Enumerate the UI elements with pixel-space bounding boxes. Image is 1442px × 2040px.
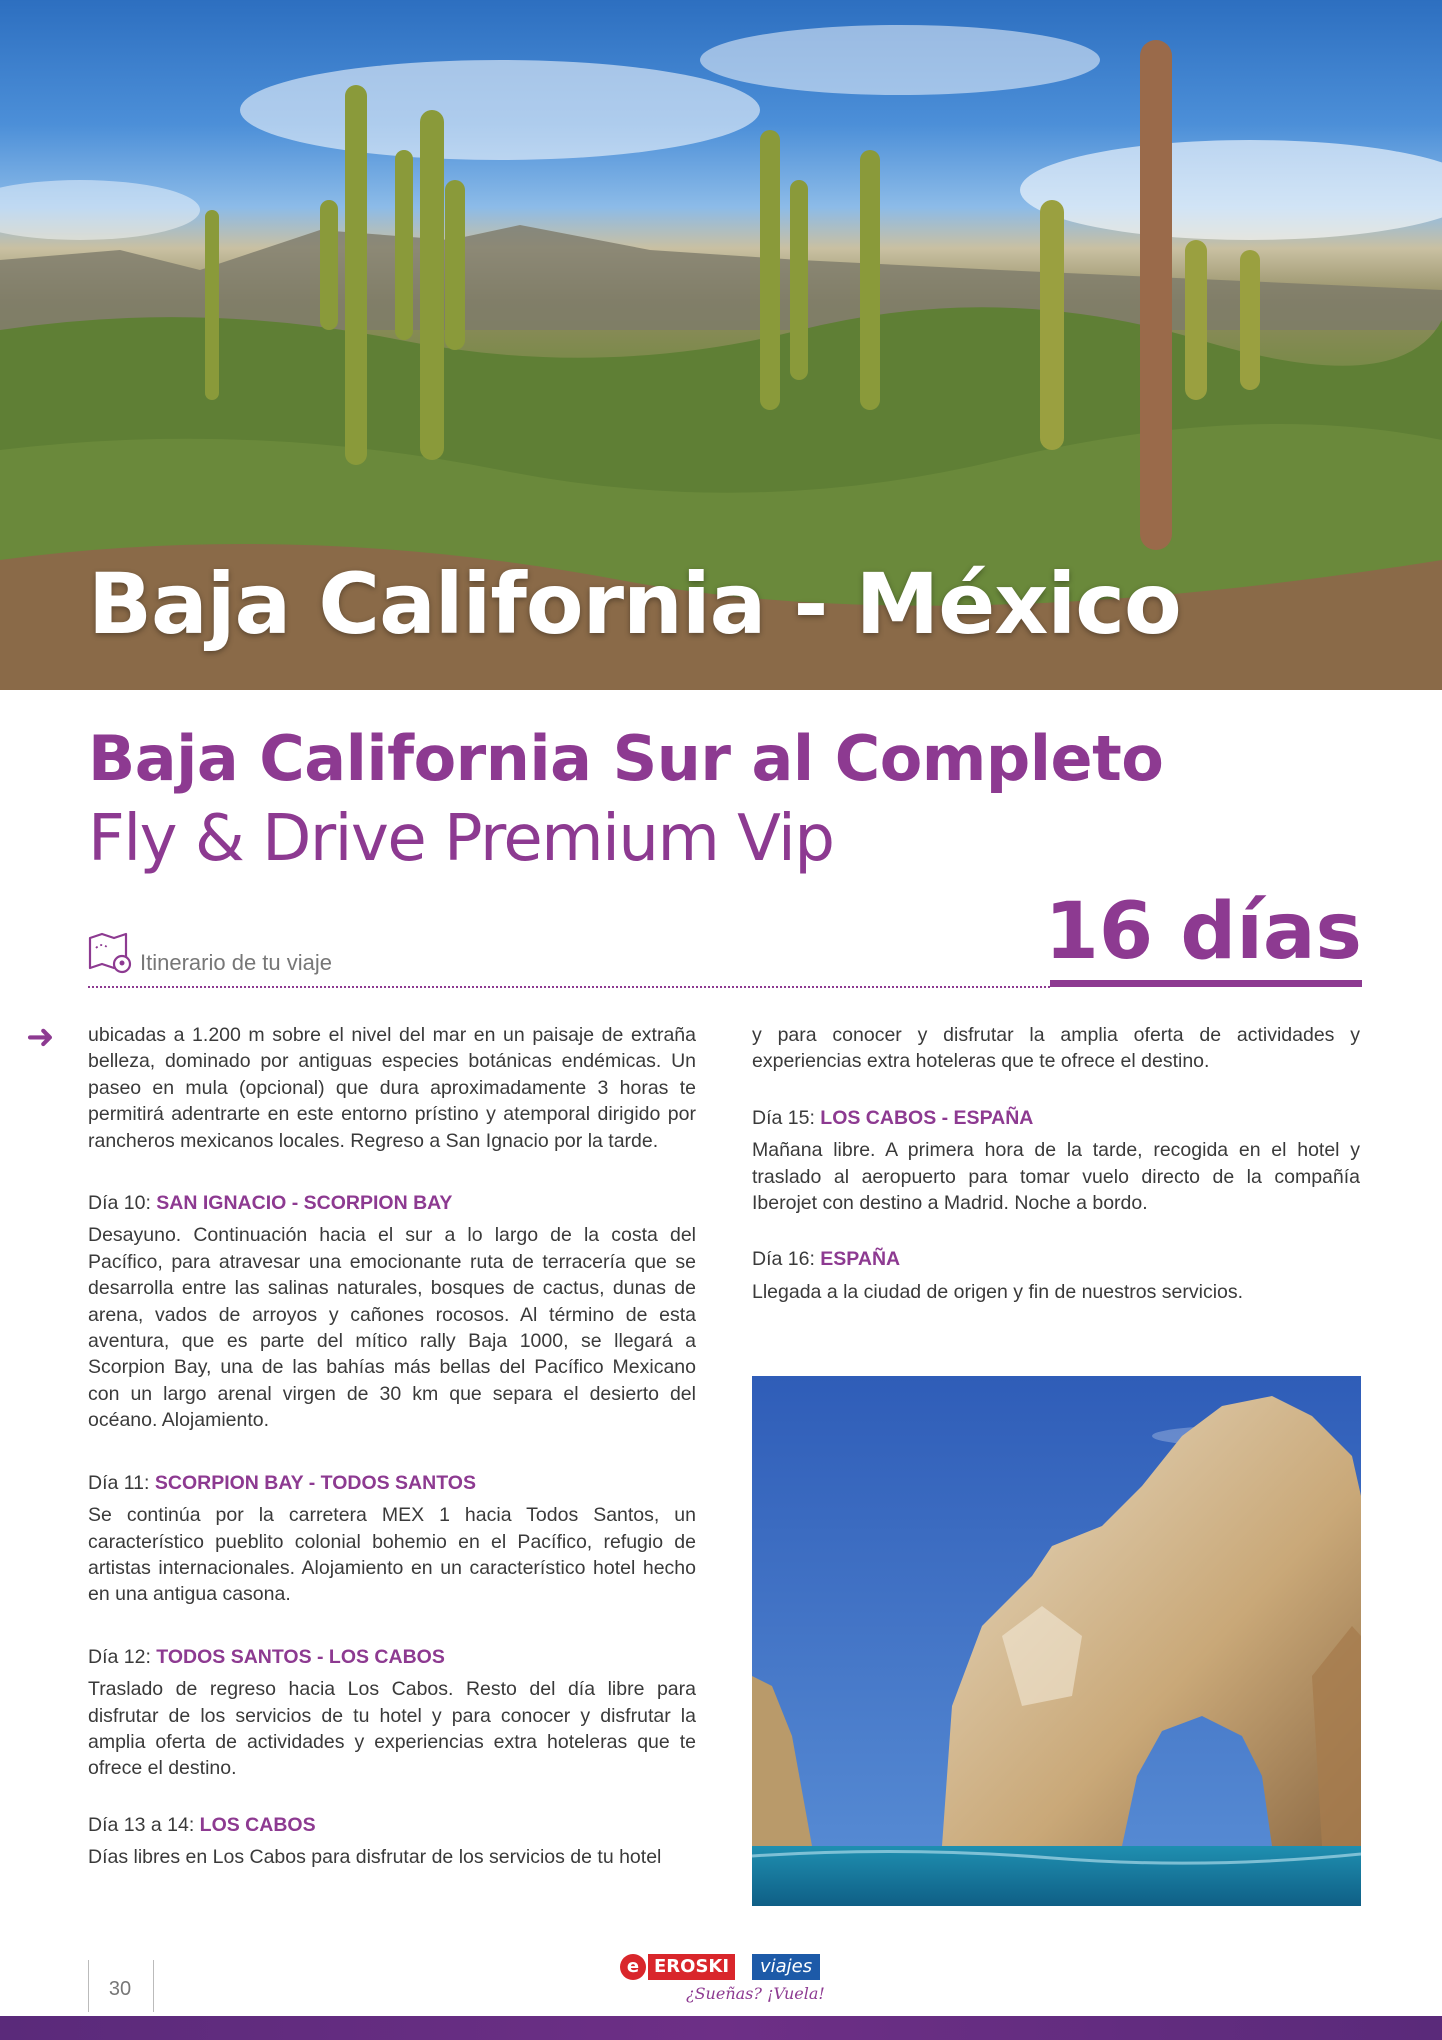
map-pin-icon bbox=[86, 930, 134, 978]
day-prefix: Día 12: bbox=[88, 1645, 151, 1668]
continuation-arrow-icon: ➜ bbox=[26, 1017, 55, 1057]
day-route: LOS CABOS bbox=[199, 1813, 316, 1836]
day-route: LOS CABOS - ESPAÑA bbox=[820, 1106, 1034, 1129]
section-divider bbox=[88, 986, 1050, 988]
day-route: TODOS SANTOS - LOS CABOS bbox=[156, 1645, 445, 1668]
itinerary-left-column bbox=[88, 1022, 696, 1871]
day-prefix: Día 10: bbox=[88, 1192, 151, 1215]
day-heading bbox=[88, 1644, 696, 1670]
day-description: Traslado de regreso hacia Los Cabos. Resto del día libre para disfrutar de los servicios de tu hotel y para conocer y disfrutar la amplia oferta de actividades y experiencias extra hoteleras que te ofrece el destino. bbox=[88, 1678, 696, 1780]
duration-label: 16 días bbox=[1044, 887, 1362, 977]
day-heading bbox=[752, 1105, 1360, 1131]
day-block bbox=[88, 1812, 696, 1871]
day-heading bbox=[88, 1470, 696, 1496]
page-number: 30 bbox=[108, 1978, 132, 2000]
eroski-viajes-logo bbox=[620, 1950, 825, 2006]
day-prefix: Día 15: bbox=[752, 1106, 815, 1129]
rock-arch-illustration bbox=[752, 1376, 1361, 1906]
itinerary-intro-text: ubicadas a 1.200 m sobre el nivel del mar en un paisaje de extraña belleza, dominado por antiguas especies botánicas endémicas. Un paseo en mula (opcional) que dura aproximadamente 3 horas te permitirá adentrarte en este entorno prístino y atemporal dirigido por rancheros mexicanos locales. Regreso a San Ignacio por la tarde. bbox=[88, 1024, 696, 1152]
day-block bbox=[88, 1190, 696, 1434]
day-description: Mañana libre. A primera hora de la tarde, recogida en el hotel y traslado al aeropuerto para tomar vuelo directo de la compañía Iberojet con destino a Madrid. Noche a bordo. bbox=[752, 1139, 1360, 1215]
day-heading bbox=[752, 1246, 1360, 1272]
day-route: SAN IGNACIO - SCORPION BAY bbox=[156, 1192, 453, 1215]
arch-photo bbox=[752, 1376, 1361, 1906]
footer-bar bbox=[0, 2016, 1442, 2040]
day-block bbox=[752, 1105, 1360, 1217]
logo-brand: EROSKI bbox=[648, 1954, 735, 1980]
day-description: Se continúa por la carretera MEX 1 hacia Todos Santos, un característico pueblito colonial bohemio en el Pacífico, refugio de artistas internacionales. Alojamiento en un característico hotel hecho en una antigua casona. bbox=[88, 1504, 696, 1606]
continuation-text: y para conocer y disfrutar la amplia oferta de actividades y experiencias extra hoteleras que te ofrece el destino. bbox=[752, 1024, 1360, 1073]
day-description: Desayuno. Continuación hacia el sur a lo largo de la costa del Pacífico, para atravesar una emocionante ruta de terracería que se desarrolla entre las salinas naturales, bosques de cactus, dunas de arena, vados de arroyos y cañones rocosos. Al término de esta aventura, que es parte del mítico rally Baja 1000, se llegará a Scorpion Bay, una de las bahías más bellas del Pacífico Mexicano con un largo arenal virgen de 30 km que separa el desierto del océano. Alojamiento. bbox=[88, 1224, 696, 1432]
program-title: Baja California Sur al Completo bbox=[88, 722, 1164, 795]
hero-title: Baja California - México bbox=[88, 555, 1181, 653]
logo-e-mark: e bbox=[620, 1954, 646, 1980]
day-heading bbox=[88, 1190, 696, 1216]
day-prefix: Día 11: bbox=[88, 1471, 150, 1494]
day-route: SCORPION BAY - TODOS SANTOS bbox=[154, 1471, 476, 1494]
day-prefix: Día 13 a 14: bbox=[88, 1813, 195, 1836]
day-prefix: Día 16: bbox=[752, 1248, 815, 1271]
day-block bbox=[752, 1246, 1360, 1305]
day-block bbox=[88, 1644, 696, 1782]
itinerary-right-column bbox=[752, 1022, 1360, 1305]
day-description: Llegada a la ciudad de origen y fin de nuestros servicios. bbox=[752, 1280, 1244, 1303]
day-heading bbox=[88, 1812, 696, 1838]
program-subtitle: Fly & Drive Premium Vip bbox=[88, 802, 834, 876]
logo-product: viajes bbox=[752, 1954, 820, 1980]
hero-image bbox=[0, 0, 1442, 690]
day-description: Días libres en Los Cabos para disfrutar de los servicios de tu hotel bbox=[88, 1846, 662, 1869]
day-block bbox=[88, 1470, 696, 1608]
day-route: ESPAÑA bbox=[820, 1248, 901, 1271]
itinerary-label: Itinerario de tu viaje bbox=[140, 950, 332, 975]
duration-underline bbox=[1050, 980, 1362, 987]
logo-tagline: ¿Sueñas? ¡Vuela! bbox=[686, 1984, 825, 2003]
